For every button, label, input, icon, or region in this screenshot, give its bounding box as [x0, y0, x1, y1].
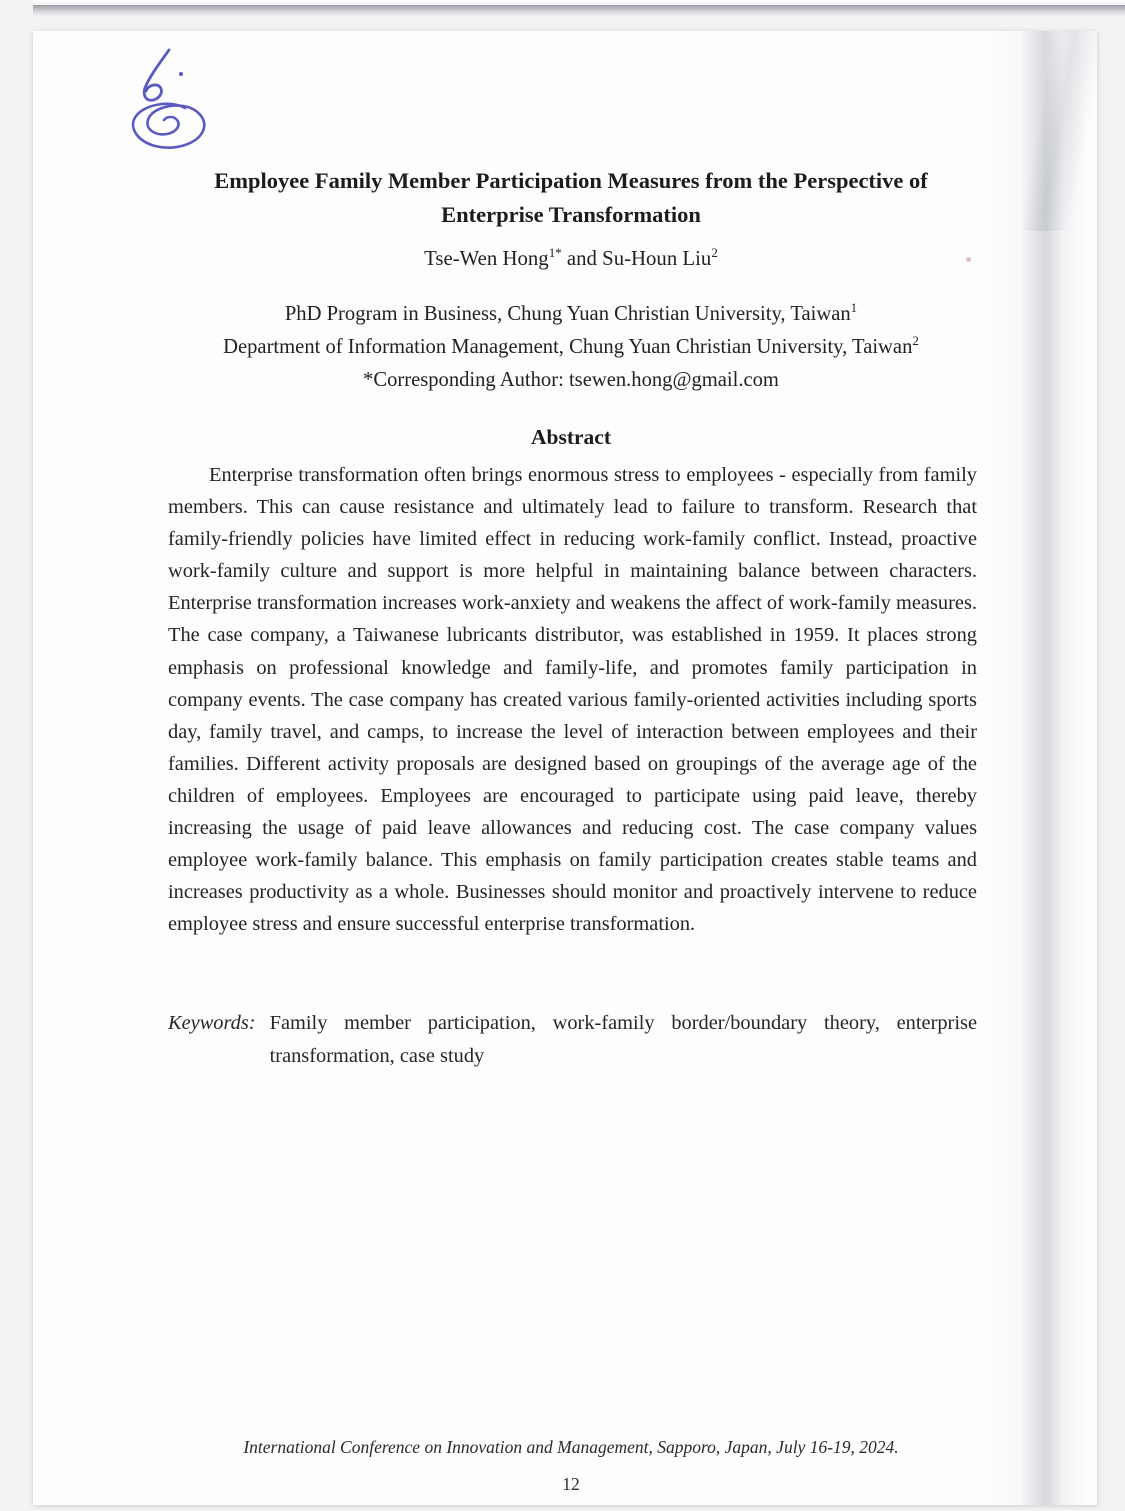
page-curl-shadow [991, 31, 1097, 1505]
keywords-block [168, 1007, 977, 1073]
affiliation-2-superscript: 2 [912, 333, 919, 349]
affiliation-2-text: Department of Information Management, Chung Yuan Christian University, Taiwan [223, 336, 913, 358]
author-2-superscript: 2 [711, 245, 718, 261]
abstract-heading: Abstract [530, 425, 611, 449]
author-2-name: Su-Houn Liu [602, 247, 712, 270]
paper-page [33, 31, 1097, 1505]
keywords-label: Keywords: [168, 1012, 256, 1034]
paper-title [157, 164, 985, 231]
author-1-superscript: 1* [548, 245, 562, 261]
conference-footer: International Conference on Innovation and Management, Sapporo, Japan, July 16-19, 2024. [243, 1437, 899, 1457]
affiliation-1-superscript: 1 [850, 300, 858, 316]
circle-scribble-icon [127, 97, 213, 155]
authors-line [157, 247, 985, 271]
page-curl-shadow-top [998, 31, 1097, 231]
corresponding-author-line: *Corresponding Author: tsewen.hong@gmail.com [363, 369, 779, 391]
previous-page-shadow [33, 5, 1125, 17]
handwritten-circle-annotation [127, 97, 213, 155]
paper-title-line-1: Employee Family Member Participation Measures from the Perspective of [214, 168, 928, 193]
author-1-name: Tse-Wen Hong [424, 247, 549, 270]
affiliation-1-text: PhD Program in Business, Chung Yuan Christian University, Taiwan [284, 303, 851, 325]
affiliation-2 [157, 331, 985, 364]
affiliation-1 [157, 298, 985, 331]
keywords-text: Family member participation, work-family border/boundary theory, enterprise transformation, case study [269, 1012, 977, 1067]
abstract-paragraph: Enterprise transformation often brings enormous stress to employees - especially from family members. This can cause resistance and ultimately lead to failure to transform. Research that family-friendly policies have limited effect in reducing work-family conflict. Instead, proactive work-family culture and support is more helpful in maintaining balance between characters. Enterprise transformation increases work-anxiety and weakens the affect of work-family measures. The case company, a Taiwanese lubricants distributor, was established in 1959. It places strong emphasis on professional knowledge and family-life, and promotes family participation in company events. The case company has created various family-oriented activities including sports day, family travel, and camps, to increase the level of interaction between employees and their families. Different activity proposals are designed based on groupings of the average age of the children of employees. Employees are encouraged to participate using paid leave, thereby increasing the usage of paid leave allowances and reducing cost. The case company values employee work-family balance. This emphasis on family participation creates stable teams and increases productivity as a whole. Businesses should monitor and proactively intervene to reduce employee stress and ensure successful enterprise transformation. [168, 464, 977, 936]
page-number: 12 [562, 1474, 580, 1494]
authors-connector: and [561, 247, 603, 270]
affiliations-block [157, 298, 985, 397]
scan-speck-artifact [966, 257, 971, 262]
paper-title-line-2: Enterprise Transformation [441, 201, 701, 227]
